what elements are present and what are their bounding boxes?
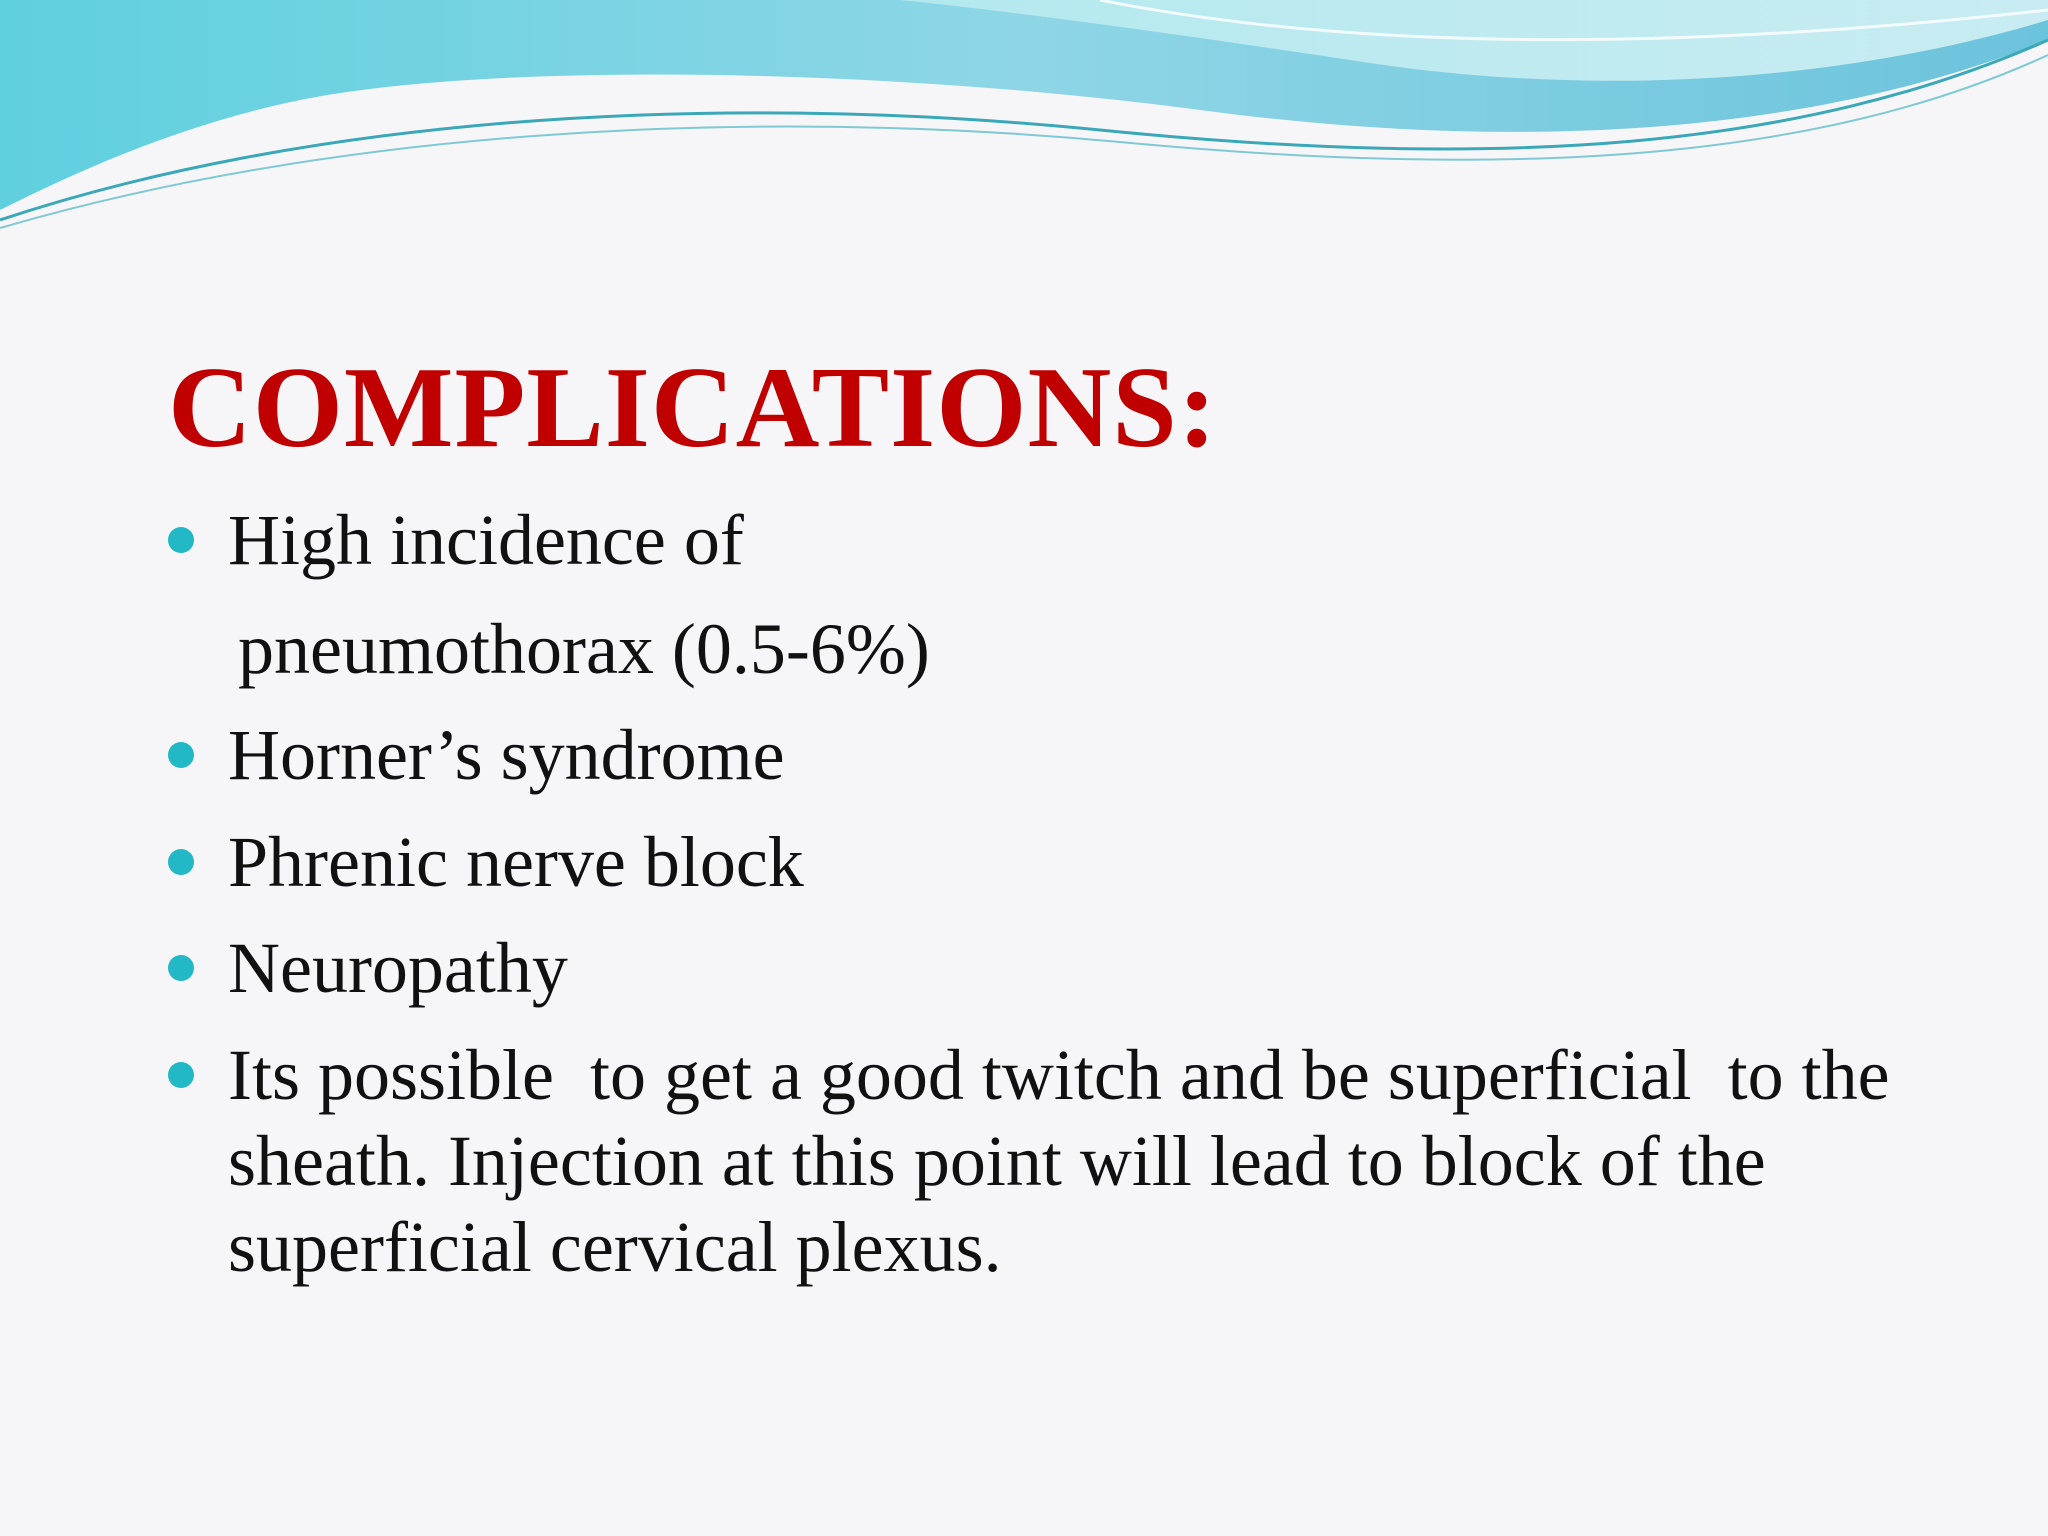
bullet-dot-icon bbox=[168, 527, 194, 553]
bullet-dot-icon bbox=[168, 955, 194, 981]
bullet-continuation-pneumothorax: pneumothorax (0.5-6%) bbox=[238, 609, 930, 689]
slide-title: COMPLICATIONS: bbox=[168, 344, 1218, 472]
bullet-dot-icon bbox=[168, 849, 194, 875]
bullet-text: High incidence of bbox=[228, 500, 744, 580]
bullet-text: Neuropathy bbox=[228, 928, 568, 1008]
bullet-text: Horner’s syndrome bbox=[228, 715, 785, 795]
bullet-dot-icon bbox=[168, 1062, 194, 1088]
bullet-dot-icon bbox=[168, 742, 194, 768]
bullet-text: Phrenic nerve block bbox=[228, 822, 804, 902]
bullet-text: Its possible to get a good twitch and be superficial to the sheath. Injection at this point will lead to block of the superficial cervical plexus. bbox=[228, 1035, 1890, 1287]
